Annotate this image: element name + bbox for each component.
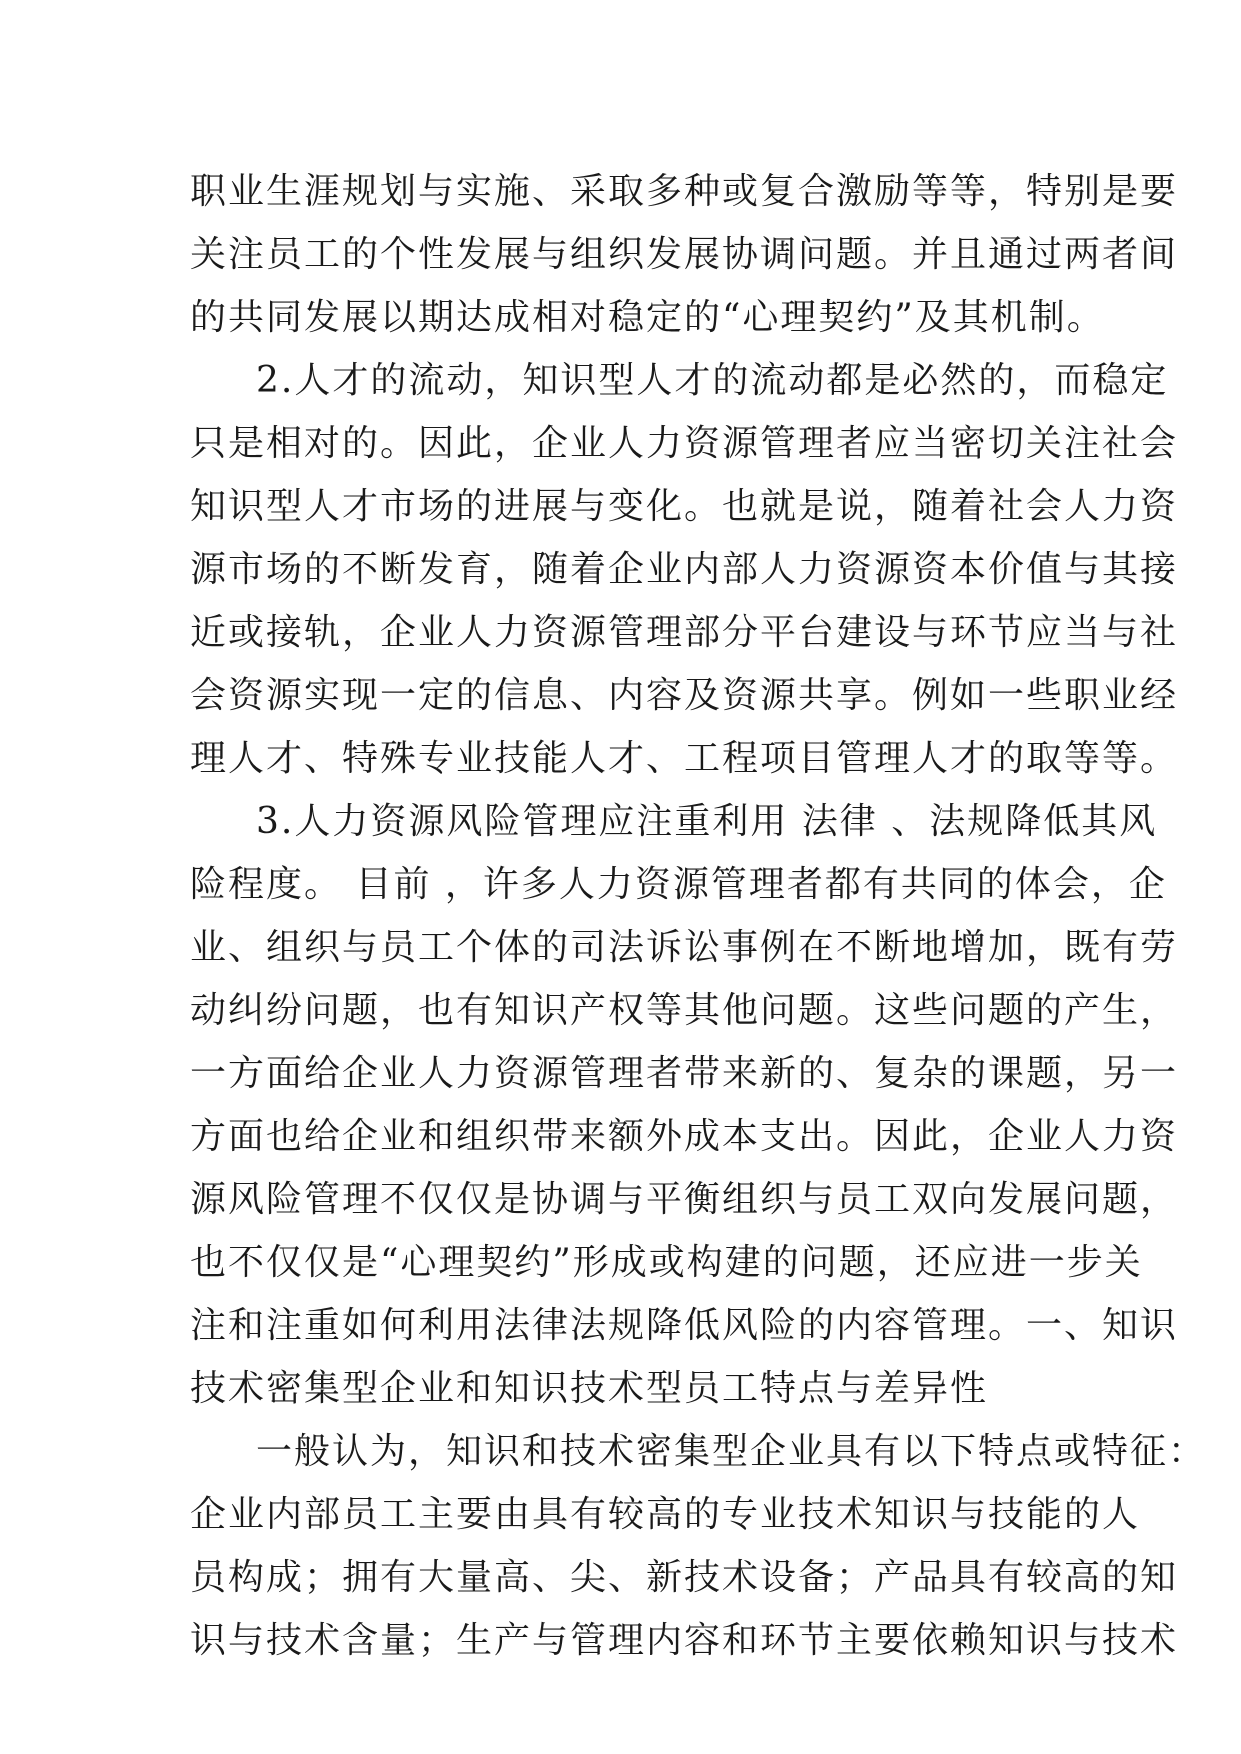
text-line: 员构成；拥有大量高、尖、新技术设备；产品具有较高的知 — [190, 1557, 1179, 1598]
text-line: 近或接轨，企业人力资源管理部分平台建设与环节应当与社 — [190, 612, 1179, 653]
text-line: 知识型人才市场的进展与变化。也就是说，随着社会人力资 — [190, 486, 1179, 527]
body-text — [190, 160, 1207, 1672]
text-line: 源风险管理不仅仅是协调与平衡组织与员工双向发展问题， — [190, 1179, 1179, 1220]
text-line: 的共同发展以期达成相对稳定的“心理契约”及其机制。 — [190, 297, 1105, 338]
text-line: 一般认为，知识和技术密集型企业具有以下特点或特征： — [256, 1431, 1207, 1472]
text-line: 企业内部员工主要由具有较高的专业技术知识与技能的人 — [190, 1494, 1141, 1535]
text-line: 也不仅仅是“心理契约”形成或构建的问题，还应进一步关 — [190, 1242, 1143, 1283]
text-line: 2.人才的流动，知识型人才的流动都是必然的，而稳定 — [256, 360, 1169, 401]
text-line: 会资源实现一定的信息、内容及资源共享。例如一些职业经 — [190, 675, 1179, 716]
text-line: 一方面给企业人力资源管理者带来新的、复杂的课题，另一 — [190, 1053, 1179, 1094]
text-line: 技术密集型企业和知识技术型员工特点与差异性 — [190, 1368, 989, 1409]
text-line: 注和注重如何利用法律法规降低风险的内容管理。一、知识 — [190, 1305, 1179, 1346]
text-line: 动纠纷问题，也有知识产权等其他问题。这些问题的产生， — [190, 990, 1179, 1031]
text-line: 险程度。 目前 ，许多人力资源管理者都有共同的体会，企 — [190, 864, 1167, 905]
text-line: 职业生涯规划与实施、采取多种或复合激励等等，特别是要 — [190, 171, 1179, 212]
text-line: 只是相对的。因此，企业人力资源管理者应当密切关注社会 — [190, 423, 1179, 464]
text-line: 关注员工的个性发展与组织发展协调问题。并且通过两者间 — [190, 234, 1179, 275]
text-line: 业、组织与员工个体的司法诉讼事例在不断地增加，既有劳 — [190, 927, 1179, 968]
text-line: 3.人力资源风险管理应注重利用 法律 、法规降低其风 — [256, 801, 1158, 842]
text-line: 识与技术含量；生产与管理内容和环节主要依赖知识与技术 — [190, 1620, 1179, 1661]
text-line: 方面也给企业和组织带来额外成本支出。因此，企业人力资 — [190, 1116, 1179, 1157]
text-line: 理人才、特殊专业技能人才、工程项目管理人才的取等等。 — [190, 738, 1179, 779]
text-line: 源市场的不断发育，随着企业内部人力资源资本价值与其接 — [190, 549, 1179, 590]
